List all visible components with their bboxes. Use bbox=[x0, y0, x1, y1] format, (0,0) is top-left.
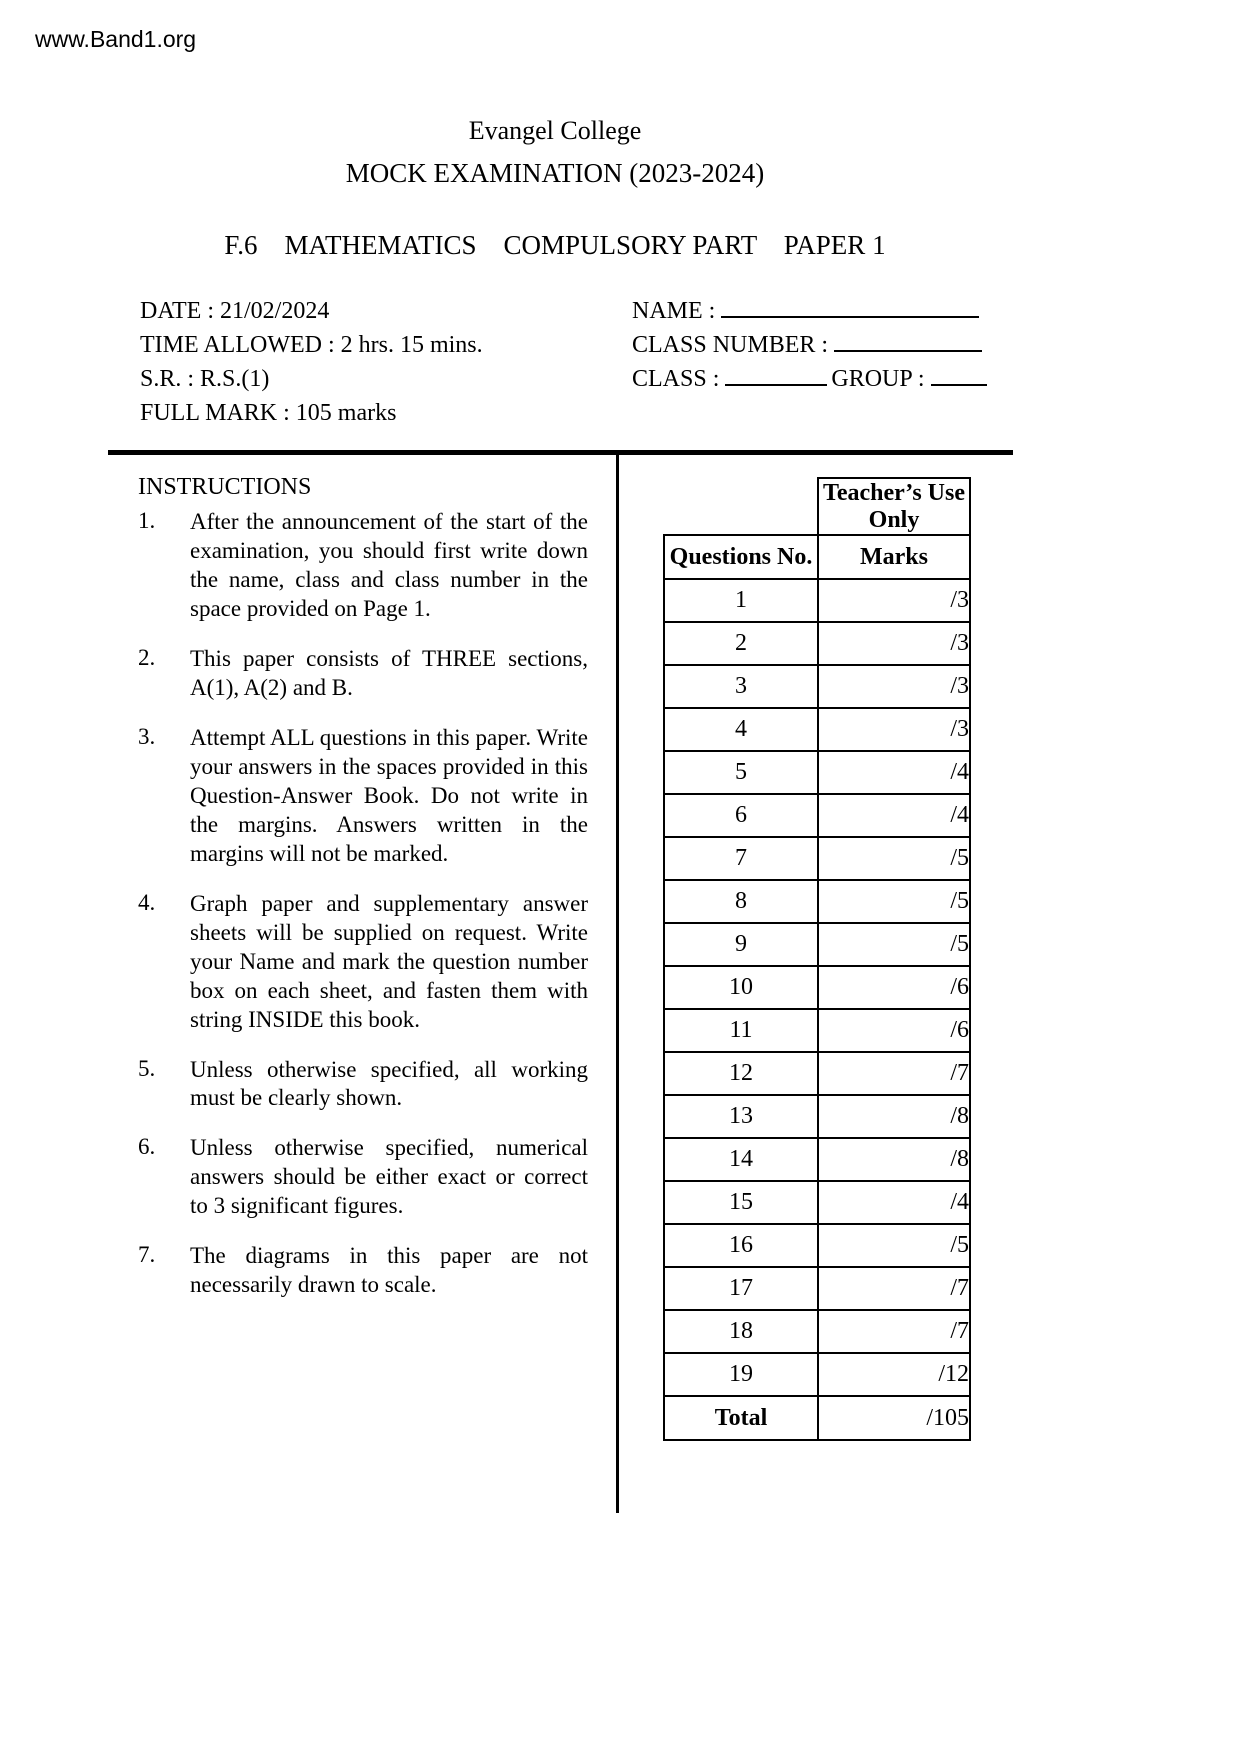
table-row bbox=[664, 622, 970, 665]
marks-cell: /3 bbox=[818, 665, 970, 708]
marks-cell: /3 bbox=[818, 708, 970, 751]
teacher-use-only-header: Teacher’s Use Only bbox=[818, 478, 970, 535]
marks-cell: /3 bbox=[818, 622, 970, 665]
table-row bbox=[664, 966, 970, 1009]
group-label: GROUP : bbox=[831, 366, 925, 392]
instruction-number: 2. bbox=[138, 644, 156, 670]
paper-title: F.6 MATHEMATICS COMPULSORY PART PAPER 1 bbox=[224, 230, 886, 260]
table-row bbox=[664, 880, 970, 923]
instruction-item bbox=[138, 1056, 590, 1114]
question-number: 8 bbox=[664, 880, 818, 923]
exam-title: MOCK EXAMINATION (2023-2024) bbox=[345, 158, 765, 188]
question-number: 19 bbox=[664, 1353, 818, 1396]
marks-cell: /7 bbox=[818, 1267, 970, 1310]
marks-cell: /5 bbox=[818, 1224, 970, 1267]
question-number: 12 bbox=[664, 1052, 818, 1095]
instruction-number: 5. bbox=[138, 1055, 156, 1081]
exam-info-block bbox=[140, 294, 483, 430]
marks-cell: /3 bbox=[818, 579, 970, 622]
instruction-item bbox=[138, 890, 590, 1035]
instruction-item bbox=[138, 645, 590, 703]
table-row bbox=[664, 1267, 970, 1310]
total-label: Total bbox=[664, 1396, 818, 1440]
instruction-text: Unless otherwise specified, numerical answers should be either exact or correct to 3 significant figures. bbox=[190, 1135, 588, 1219]
table-row bbox=[664, 708, 970, 751]
student-info-block bbox=[632, 294, 987, 396]
table-header-row bbox=[664, 535, 970, 579]
marks-cell: /4 bbox=[818, 751, 970, 794]
table-total-row bbox=[664, 1396, 970, 1440]
question-number: 9 bbox=[664, 923, 818, 966]
full-mark-line: FULL MARK : 105 marks bbox=[140, 400, 397, 426]
marks-cell: /4 bbox=[818, 794, 970, 837]
name-blank-line bbox=[721, 296, 979, 318]
horizontal-divider bbox=[108, 450, 1013, 455]
site-watermark: www.Band1.org bbox=[35, 26, 197, 52]
instruction-number: 6. bbox=[138, 1134, 156, 1160]
marks-cell: /5 bbox=[818, 880, 970, 923]
class-group-row bbox=[632, 362, 987, 396]
instruction-item bbox=[138, 724, 590, 869]
instruction-number: 7. bbox=[138, 1242, 156, 1268]
table-row bbox=[664, 1224, 970, 1267]
marks-cell: /6 bbox=[818, 966, 970, 1009]
total-marks: /105 bbox=[818, 1396, 970, 1440]
class-number-row bbox=[632, 328, 987, 362]
marks-cell: /5 bbox=[818, 837, 970, 880]
question-number: 11 bbox=[664, 1009, 818, 1052]
question-number: 1 bbox=[664, 579, 818, 622]
table-row bbox=[664, 1353, 970, 1396]
instruction-number: 3. bbox=[138, 723, 156, 749]
marks-col-header: Marks bbox=[818, 535, 970, 579]
instructions-section bbox=[138, 474, 590, 1321]
marks-cell: /6 bbox=[818, 1009, 970, 1052]
question-number: 7 bbox=[664, 837, 818, 880]
date-line: DATE : 21/02/2024 bbox=[140, 298, 330, 324]
table-row bbox=[664, 837, 970, 880]
table-row bbox=[664, 1181, 970, 1224]
name-label: NAME : bbox=[632, 298, 716, 324]
class-label: CLASS : bbox=[632, 366, 720, 392]
question-number: 4 bbox=[664, 708, 818, 751]
instruction-text: Unless otherwise specified, all working must be clearly shown. bbox=[190, 1056, 588, 1111]
group-blank-line bbox=[931, 364, 987, 386]
marks-cell: /8 bbox=[818, 1138, 970, 1181]
marks-cell: /5 bbox=[818, 923, 970, 966]
question-number: 14 bbox=[664, 1138, 818, 1181]
school-name: Evangel College bbox=[468, 116, 642, 145]
table-row bbox=[664, 1009, 970, 1052]
table-row bbox=[664, 478, 970, 535]
instruction-text: Graph paper and supplementary answer sheets will be supplied on request. Write your Name and mark the question number box on each sheet, and fasten them with string INSIDE this book. bbox=[190, 890, 588, 1032]
marks-cell: /7 bbox=[818, 1310, 970, 1353]
question-number: 10 bbox=[664, 966, 818, 1009]
marks-cell: /12 bbox=[818, 1353, 970, 1396]
teacher-marks-table bbox=[663, 477, 971, 1441]
instruction-item bbox=[138, 508, 590, 624]
sr-line: S.R. : R.S.(1) bbox=[140, 366, 270, 392]
table-row bbox=[664, 665, 970, 708]
time-allowed-line: TIME ALLOWED : 2 hrs. 15 mins. bbox=[140, 332, 483, 358]
instruction-text: The diagrams in this paper are not necessarily drawn to scale. bbox=[190, 1243, 588, 1298]
table-row bbox=[664, 751, 970, 794]
question-number: 16 bbox=[664, 1224, 818, 1267]
class-number-label: CLASS NUMBER : bbox=[632, 332, 829, 358]
marks-cell: /8 bbox=[818, 1095, 970, 1138]
table-row bbox=[664, 1052, 970, 1095]
vertical-divider bbox=[616, 455, 619, 1513]
question-number: 17 bbox=[664, 1267, 818, 1310]
instruction-item bbox=[138, 1134, 590, 1221]
instruction-number: 4. bbox=[138, 889, 156, 915]
question-number: 15 bbox=[664, 1181, 818, 1224]
question-number: 18 bbox=[664, 1310, 818, 1353]
question-number: 2 bbox=[664, 622, 818, 665]
instruction-text: This paper consists of THREE sections, A(1), A(2) and B. bbox=[190, 645, 588, 700]
class-number-blank-line bbox=[834, 330, 982, 352]
class-blank-line bbox=[725, 364, 827, 386]
marks-cell: /7 bbox=[818, 1052, 970, 1095]
instruction-text: After the announcement of the start of the examination, you should first write down the name, class and class number in the space provided on Page 1. bbox=[190, 509, 588, 621]
marks-cell: /4 bbox=[818, 1181, 970, 1224]
questions-col-header: Questions No. bbox=[664, 535, 818, 579]
instruction-text: Attempt ALL questions in this paper. Write your answers in the spaces provided in this Question-Answer Book. Do not write in the margins. Answers written in the margins will not be marked. bbox=[190, 724, 588, 866]
instruction-item bbox=[138, 1242, 590, 1300]
question-number: 5 bbox=[664, 751, 818, 794]
question-number: 3 bbox=[664, 665, 818, 708]
table-row bbox=[664, 1138, 970, 1181]
name-row bbox=[632, 294, 987, 328]
table-row bbox=[664, 923, 970, 966]
table-row bbox=[664, 794, 970, 837]
question-number: 6 bbox=[664, 794, 818, 837]
question-number: 13 bbox=[664, 1095, 818, 1138]
table-row bbox=[664, 1095, 970, 1138]
table-row bbox=[664, 1310, 970, 1353]
instructions-heading: INSTRUCTIONS bbox=[138, 474, 312, 500]
empty-cell bbox=[664, 478, 818, 535]
instruction-number: 1. bbox=[138, 508, 156, 533]
table-row bbox=[664, 579, 970, 622]
